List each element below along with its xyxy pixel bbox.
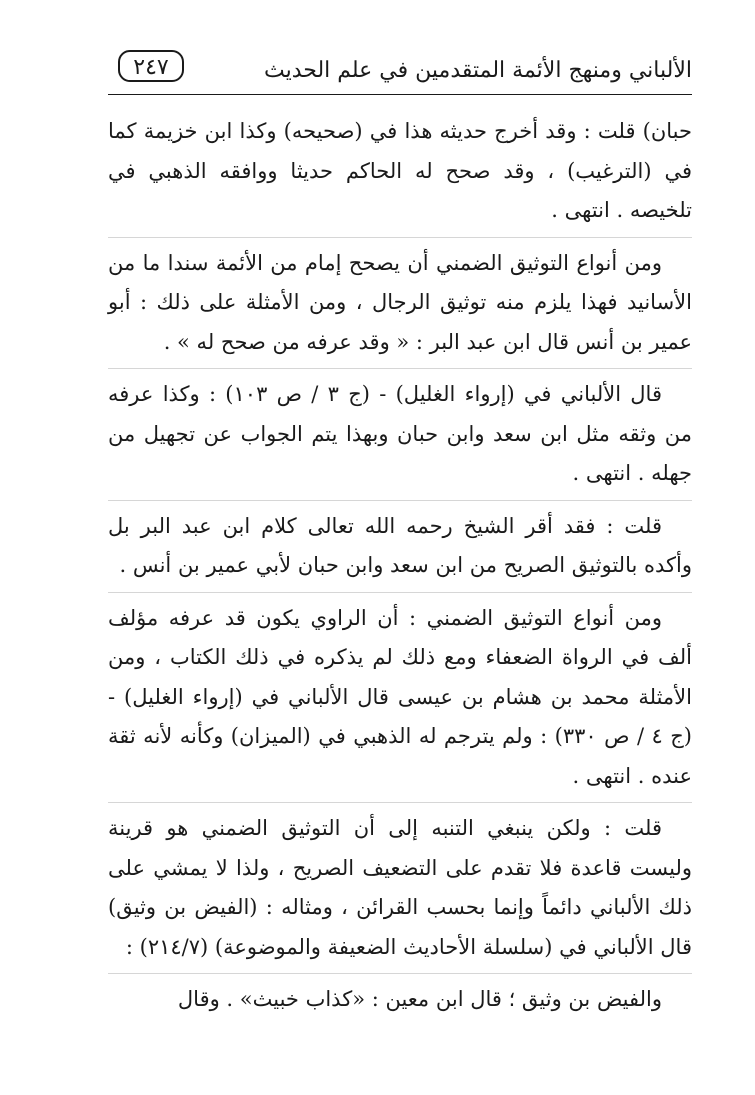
page-number-badge: ٢٤٧ xyxy=(118,50,184,82)
paragraph: والفيض بن وثيق ؛ قال ابن معين : «كذاب خبيث» . وقال xyxy=(177,987,662,1011)
paragraph: ومن أنواع التوثيق الضمني أن يصحح إمام من الأئمة سندا ما من الأسانيد فهذا يلزم منه توثيق الرجال ، ومن الأمثلة على ذلك : أبو عمير بن أنس قال ابن عبد البر : « وقد عرفه من صحح له » . xyxy=(108,244,692,370)
header-title: الألباني ومنهج الأئمة المتقدمين في علم الحديث xyxy=(263,58,692,83)
paragraph: قلت : فقد أقر الشيخ رحمه الله تعالى كلام ابن عبد البر بل وأكده بالتوثيق الصريح من ابن سعد وابن حبان لأبي عمير بن أنس . xyxy=(108,507,692,593)
running-header xyxy=(108,44,692,92)
header-divider xyxy=(108,94,692,95)
paragraph: حبان) قلت : وقد أخرج حديثه هذا في (صحيحه) وكذا ابن خزيمة كما في (الترغيب) ، وقد صحح له الحاكم حديثا ووافقه الذهبي في تلخيصه . انتهى . xyxy=(108,112,692,238)
paragraph: قال الألباني في (إرواء الغليل) - (ج ٣ / ص ١٠٣) : وكذا عرفه من وثقه مثل ابن سعد وابن حبان وبهذا يتم الجواب عن تجهيل من جهله . انتهى . xyxy=(108,375,692,501)
page-body xyxy=(108,112,692,1032)
paragraph: قلت : ولكن ينبغي التنبه إلى أن التوثيق الضمني هو قرينة وليست قاعدة فلا تقدم على التضعيف الصريح ، ولذا لا يمشي على ذلك الألباني دائماً وإنما بحسب القرائن ، ومثاله : (الفيض بن وثيق) قال الألباني في (سلسلة الأحاديث الضعيفة والموضوعة) (٢١٤/٧) : xyxy=(108,809,692,974)
paragraph: ومن أنواع التوثيق الضمني : أن الراوي يكون قد عرفه مؤلف ألف في الرواة الضعفاء ومع ذلك لم يذكره في ذلك الكتاب ، ومن الأمثلة محمد بن هشام بن عيسى قال الألباني في (إرواء الغليل) - (ج ٤ / ص ٣٣٠) : ولم يترجم له الذهبي في (الميزان) وكأنه لأنه ثقة عنده . انتهى . xyxy=(108,599,692,804)
